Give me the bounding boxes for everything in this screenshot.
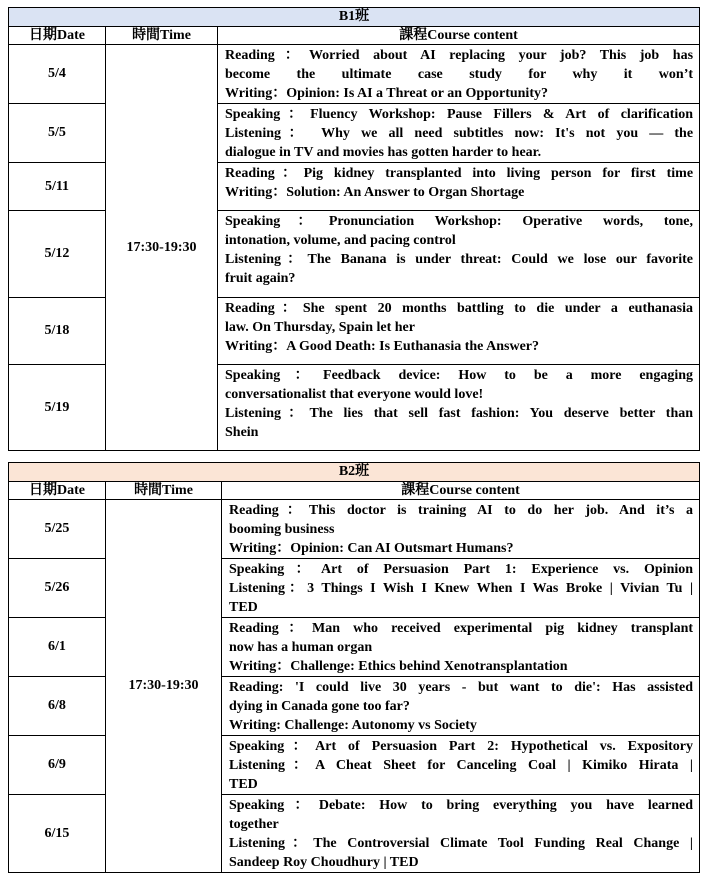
- content-line: together: [229, 817, 279, 832]
- b2-schedule-table: [8, 462, 700, 873]
- content-line: Reading：She spent 20 months battling to die under a euthanasia: [225, 301, 694, 316]
- b1-time-header: 時間Time: [106, 27, 218, 45]
- content-line: Speaking：Pronunciation Workshop: Operative words, tone,: [225, 214, 694, 229]
- b2-content-header: 課程Course content: [222, 482, 700, 500]
- course-content: [222, 677, 700, 736]
- course-content: [218, 211, 700, 298]
- b2-class-title: B2班: [9, 463, 700, 482]
- course-content: [222, 795, 700, 873]
- content-line: Writing：Challenge: Ethics behind Xenotransplantation: [229, 659, 568, 674]
- content-line: Writing：Solution: An Answer to Organ Shortage: [225, 185, 525, 200]
- session-date: 5/12: [9, 211, 106, 298]
- content-line: Speaking：Debate: How to bring everything you have learned: [229, 798, 694, 813]
- content-line: now has a human organ: [229, 640, 373, 655]
- course-content: [222, 500, 700, 559]
- content-line: dialogue in TV and movies has gotten harder to hear.: [225, 145, 542, 160]
- content-line: TED: [229, 600, 258, 615]
- session-date: 6/1: [9, 618, 106, 677]
- course-content: [222, 736, 700, 795]
- session-date: 5/19: [9, 365, 106, 451]
- table-row: [9, 500, 700, 559]
- table-row: [9, 45, 700, 104]
- content-line: law. On Thursday, Spain let her: [225, 320, 415, 335]
- content-line: Writing: Challenge: Autonomy vs Society: [229, 718, 477, 733]
- content-line: become the ultimate case study for why it won’t: [225, 67, 694, 82]
- content-line: Speaking：Feedback device: How to be a more engaging: [225, 368, 694, 383]
- content-line: TED: [229, 777, 258, 792]
- content-line: booming business: [229, 522, 335, 537]
- content-line: Reading：Worried about AI replacing your job? This job has: [225, 48, 694, 63]
- content-line: Writing：A Good Death: Is Euthanasia the Answer?: [225, 339, 540, 354]
- content-line: intonation, volume, and pacing control: [225, 233, 456, 248]
- b1-date-header: 日期Date: [9, 27, 106, 45]
- content-line: Sandeep Roy Choudhury | TED: [229, 855, 419, 870]
- session-date: 5/25: [9, 500, 106, 559]
- b1-schedule-table: [8, 7, 700, 451]
- content-line: Listening： Why we all need subtitles now: It's not you — the: [225, 126, 694, 141]
- content-line: Reading：Pig kidney transplanted into living person for first time: [225, 166, 694, 181]
- session-date: 6/8: [9, 677, 106, 736]
- b2-date-header: 日期Date: [9, 482, 106, 500]
- session-time: 17:30-19:30: [106, 500, 222, 873]
- course-content: [222, 559, 700, 618]
- content-line: Writing：Opinion: Is AI a Threat or an Opportunity?: [225, 86, 548, 101]
- content-line: Speaking：Fluency Workshop: Pause Fillers & Art of clarification: [225, 107, 694, 122]
- content-line: fruit again?: [225, 271, 296, 286]
- course-content: [222, 618, 700, 677]
- content-line: conversationalist that everyone would love!: [225, 387, 484, 402]
- session-time: 17:30-19:30: [106, 45, 218, 451]
- course-content: [218, 298, 700, 365]
- content-line: Speaking：Art of Persuasion Part 1: Experience vs. Opinion: [229, 562, 694, 577]
- course-content: [218, 45, 700, 104]
- b1-class-title: B1班: [9, 8, 700, 27]
- session-date: 5/5: [9, 104, 106, 163]
- content-line: Reading：This doctor is training AI to do her job. And it’s a: [229, 503, 694, 518]
- content-line: Speaking：Art of Persuasion Part 2: Hypothetical vs. Expository: [229, 739, 694, 754]
- content-line: Shein: [225, 425, 259, 440]
- content-line: Listening：A Cheat Sheet for Canceling Coal | Kimiko Hirata |: [229, 758, 694, 773]
- session-date: 6/15: [9, 795, 106, 873]
- b2-time-header: 時間Time: [106, 482, 222, 500]
- content-line: Listening：3 Things I Wish I Knew When I Was Broke | Vivian Tu |: [229, 581, 694, 596]
- session-date: 5/4: [9, 45, 106, 104]
- content-line: Listening：The Banana is under threat: Could we lose our favorite: [225, 252, 694, 267]
- content-line: Listening：The lies that sell fast fashion: You deserve better than: [225, 406, 694, 421]
- session-date: 5/26: [9, 559, 106, 618]
- course-content: [218, 365, 700, 451]
- content-line: Reading：Man who received experimental pig kidney transplant: [229, 621, 694, 636]
- course-content: [218, 163, 700, 211]
- session-date: 5/18: [9, 298, 106, 365]
- content-line: dying in Canada gone too far?: [229, 699, 410, 714]
- content-line: Writing：Opinion: Can AI Outsmart Humans?: [229, 541, 514, 556]
- course-content: [218, 104, 700, 163]
- content-line: Listening：The Controversial Climate Tool Funding Real Change |: [229, 836, 694, 851]
- b1-content-header: 課程Course content: [218, 27, 700, 45]
- content-line: Reading: 'I could live 30 years - but want to die': Has assisted: [229, 680, 694, 695]
- session-date: 5/11: [9, 163, 106, 211]
- session-date: 6/9: [9, 736, 106, 795]
